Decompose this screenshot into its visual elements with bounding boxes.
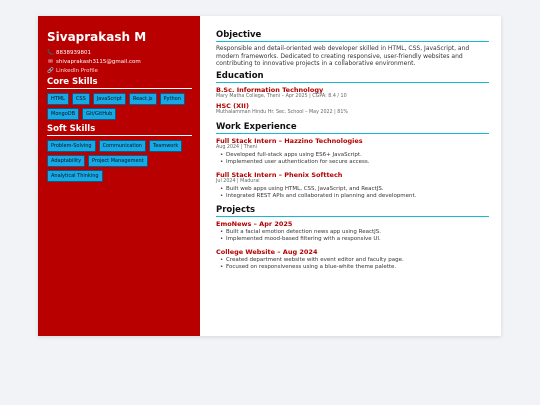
job-details: Aug 2024 | Theni <box>216 144 258 150</box>
objective-text: Responsible and detail-oriented web developer skilled in HTML, CSS, JavaScript, and modern frameworks. Dedicated to creating responsive, user-friendly websites and contributing to innovative projects in a collaborative environment. <box>216 45 470 68</box>
phone-icon: 📞 <box>47 50 54 56</box>
project-bullets <box>220 229 489 243</box>
objective-heading: Objective <box>216 30 489 42</box>
skill-tag: Python <box>160 93 185 105</box>
bullet-item: • Created department website with event editor and faculty page. <box>220 257 489 264</box>
bullet-item: • Built a facial emotion detection news app using ReactJS. <box>220 229 489 236</box>
skill-tag: Git/GitHub <box>82 108 116 120</box>
job-title: Full Stack Intern – Phenix Softtech <box>216 170 343 179</box>
phone-contact <box>47 49 192 58</box>
email-address[interactable]: shivaprakash3115@gmail.com <box>56 59 141 65</box>
soft-skill-tag: Analytical Thinking <box>47 170 103 182</box>
resume-page <box>38 16 501 336</box>
skill-tag: CSS <box>72 93 90 105</box>
email-contact[interactable] <box>47 58 192 67</box>
project-title: College Website – Aug 2024 <box>216 247 318 256</box>
experience-heading: Work Experience <box>216 122 489 134</box>
soft-skills-list <box>47 140 192 182</box>
projects-heading: Projects <box>216 205 489 217</box>
soft-skill-tag: Problem-Solving <box>47 140 96 152</box>
education-title: B.Sc. Information Technology <box>216 85 324 94</box>
soft-skill-tag: Adaptability <box>47 155 85 167</box>
skill-tag: HTML <box>47 93 69 105</box>
job-bullets <box>220 152 489 166</box>
soft-skill-tag: Teamwork <box>149 140 182 152</box>
main-content <box>200 16 501 336</box>
phone-number: 8838939801 <box>56 50 91 56</box>
bullet-item: • Implemented user authentication for secure access. <box>220 159 489 166</box>
bullet-item: • Built web apps using HTML, CSS, JavaScript, and ReactJS. <box>220 186 489 193</box>
bullet-item: • Focused on responsiveness using a blue-white theme palette. <box>220 264 489 271</box>
education-details: Mary Matha College, Theni – Apr 2025 | CGPA: 8.4 / 10 <box>216 93 347 99</box>
envelope-icon: ✉ <box>48 59 53 65</box>
bullet-item: • Implemented mood-based filtering with a responsive UI. <box>220 236 489 243</box>
soft-skill-tag: Project Management <box>88 155 148 167</box>
bullet-item: • Developed full-stack apps using ES6+ JavaScript. <box>220 152 489 159</box>
core-skills-heading: Core Skills <box>47 77 192 89</box>
candidate-name: Sivaprakash M <box>47 30 147 44</box>
education-heading: Education <box>216 71 489 83</box>
skill-tag: React.js <box>129 93 157 105</box>
sidebar <box>38 16 200 336</box>
education-details: Muthalamman Hindu Hr. Sec. School – May 2022 | 81% <box>216 109 348 115</box>
soft-skill-tag: Communication <box>99 140 146 152</box>
job-bullets <box>220 186 489 200</box>
link-icon: 🔗 <box>47 68 54 74</box>
linkedin-link[interactable]: LinkedIn Profile <box>56 68 98 74</box>
project-bullets <box>220 257 489 271</box>
core-skills-list <box>47 93 192 120</box>
skill-tag: MongoDB <box>47 108 79 120</box>
skill-tag: JavaScript <box>93 93 126 105</box>
job-title: Full Stack Intern – Hazzino Technologies <box>216 136 363 145</box>
job-details: Jul 2024 | Madurai <box>216 178 260 184</box>
soft-skills-heading: Soft Skills <box>47 124 192 136</box>
linkedin-contact[interactable] <box>47 67 192 76</box>
education-title: HSC (XII) <box>216 101 249 110</box>
bullet-item: • Integrated REST APIs and collaborated in planning and development. <box>220 193 489 200</box>
project-title: EmoNews – Apr 2025 <box>216 219 293 228</box>
